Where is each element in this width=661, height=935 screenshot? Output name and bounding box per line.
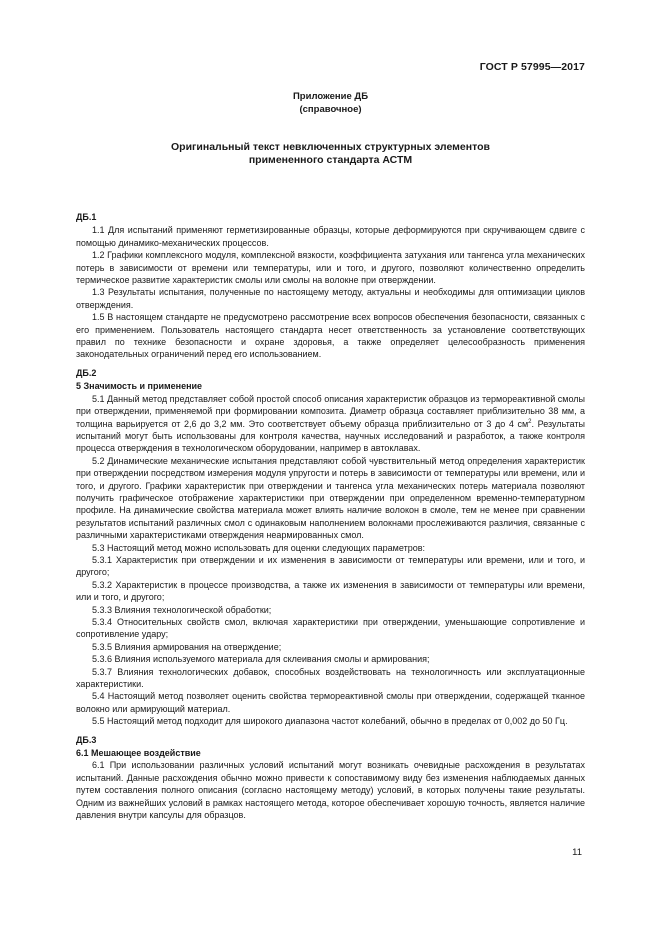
paragraph-5-3-5: 5.3.5 Влияния армирования на отверждение; — [92, 641, 282, 652]
paragraph-5-3-6: 5.3.6 Влияния используемого материала для склеивания смолы и армирования; — [92, 654, 430, 665]
section-heading-db2: ДБ.2 — [76, 367, 97, 378]
paragraph-5-4: 5.4 Настоящий метод позволяет оценить свойства термореактивной смолы при отверждении, содержащей тканное волокно или армирующий материал. — [76, 691, 585, 714]
page-number: 11 — [572, 847, 582, 858]
paragraph-5-3-2: 5.3.2 Характеристик в процессе производства, а также их изменения в зависимости от температуры или времени, или и того, и другого; — [76, 579, 585, 603]
title-line-2: примененного стандарта АСТМ — [248, 154, 413, 166]
section-heading-db1: ДБ.1 — [76, 212, 97, 222]
appendix-heading — [0, 91, 661, 116]
paragraph-5-3-1: 5.3.1 Характеристик при отверждении и их изменения в зависимости от температуры или времени, или и того, и другого; — [76, 554, 585, 578]
paragraph-5-3-3: 5.3.3 Влияния технологической обработки; — [92, 604, 272, 615]
paragraph-5-2: 5.2 Динамические механические испытания представляют собой чувствительный метод определения характеристик при отверждении посредством измерения модуля упругости и потерь в зависимости от температуры или времени, или и того, и другого. Графики характеристик при отверждении и тангенса угла механических потерь материала позволяют получить графическое отображение характеристики при отверждении при определенном временно-температурном профиле. На динамические свойства материала может влиять наличие волокон в смоле, тем не менее при сравнении результатов испытаний различных смол с одинаковым наполнением волокнами прослеживаются различия, связанные с различными характеристиками отверждения неармированных смол. — [76, 455, 585, 541]
title-line-1: Оригинальный текст невключенных структурных элементов — [171, 141, 490, 153]
document-body — [76, 211, 585, 822]
paragraph-1-3: 1.3 Результаты испытания, полученные по настоящему методу, актуальны и необходимы для оптимизации циклов отверждения. — [76, 287, 585, 310]
paragraph-6-1: 6.1 При использовании различных условий испытаний могут возникать очевидные расхождения в результатах испытаний. Данные расхождения обычно можно привести к сопоставимому виду без изменения наблюдаемых данных путем составления полного описания (согласно настоящему методу) условий, в которых получены такие результаты. Одним из важнейших условий в рамках настоящего метода, которое обеспечивает хорошую точность, является наличие давления внутри капсулы для образцов. — [76, 760, 585, 821]
subsection-heading-5: 5 Значимость и применение — [76, 381, 203, 392]
paragraph-5-3: 5.3 Настоящий метод можно использовать для оценки следующих параметров: — [92, 542, 425, 553]
paragraph-5-5: 5.5 Настоящий метод подходит для широкого диапазона частот колебаний, обычно в пределах от 0,002 до 50 Гц. — [92, 716, 568, 727]
paragraph-1-1: 1.1 Для испытаний применяют герметизированные образцы, которые деформируются при скручивающем сдвиге с помощью динамико-механических процессов. — [76, 225, 585, 248]
subsection-heading-6-1: 6.1 Мешающее воздействие — [76, 748, 201, 759]
paragraph-5-3-7: 5.3.7 Влияния технологических добавок, способных воздействовать на технологичность или эксплуатационные характеристики. — [76, 666, 585, 690]
appendix-label: Приложение ДБ — [292, 91, 369, 102]
paragraph-1-5: 1.5 В настоящем стандарте не предусмотрено рассмотрение всех вопросов обеспечения безопасности, связанных с его применением. Пользователь настоящего стандарта несет ответственность за установление соответствующих правил по технике безопасности и охране здоровья, а также определяет целесообразность применения законодательных ограничений перед его использованием. — [76, 312, 585, 360]
section-heading-db3: ДБ.3 — [76, 734, 97, 745]
paragraph-5-1 — [76, 393, 585, 455]
paragraph-5-3-4: 5.3.4 Относительных свойств смол, включая характеристики при отверждении, уменьшающие сопротивление и сопротивление удару; — [76, 617, 585, 640]
paragraph-1-2: 1.2 Графики комплексного модуля, комплексной вязкости, коэффициента затухания или тангенса угла механических потерь в зависимости от времени или температуры, или и того, и другого, позволяют количественно определить термическое развитие характеристик смолы или смолы на волокне при отверждении. — [76, 250, 585, 286]
paragraph-5-1-text-a: 5.1 Данный метод представляет собой простой способ описания характеристик образцов из термореактивной смолы при отверждении, применяемой при формировании композита. Диаметр образца составляет приблизительно 38 мм, а толщина варьируется от 2,6 до 3,2 мм. Это соответствует объему образца приблизительно от 3 до 4 см — [76, 393, 585, 429]
appendix-kind: (справочное) — [299, 103, 362, 115]
superscript: 2 — [528, 418, 532, 425]
document-code: ГОСТ Р 57995—2017 — [479, 61, 585, 73]
paragraph-5-1-text-b: . Результаты испытаний могут быть использованы для контроля качества, научных исследований и разработок, а также контроля процесса отверждения в технологическом оборудовании, например в автоклавах. — [76, 418, 585, 454]
appendix-title — [0, 141, 661, 167]
